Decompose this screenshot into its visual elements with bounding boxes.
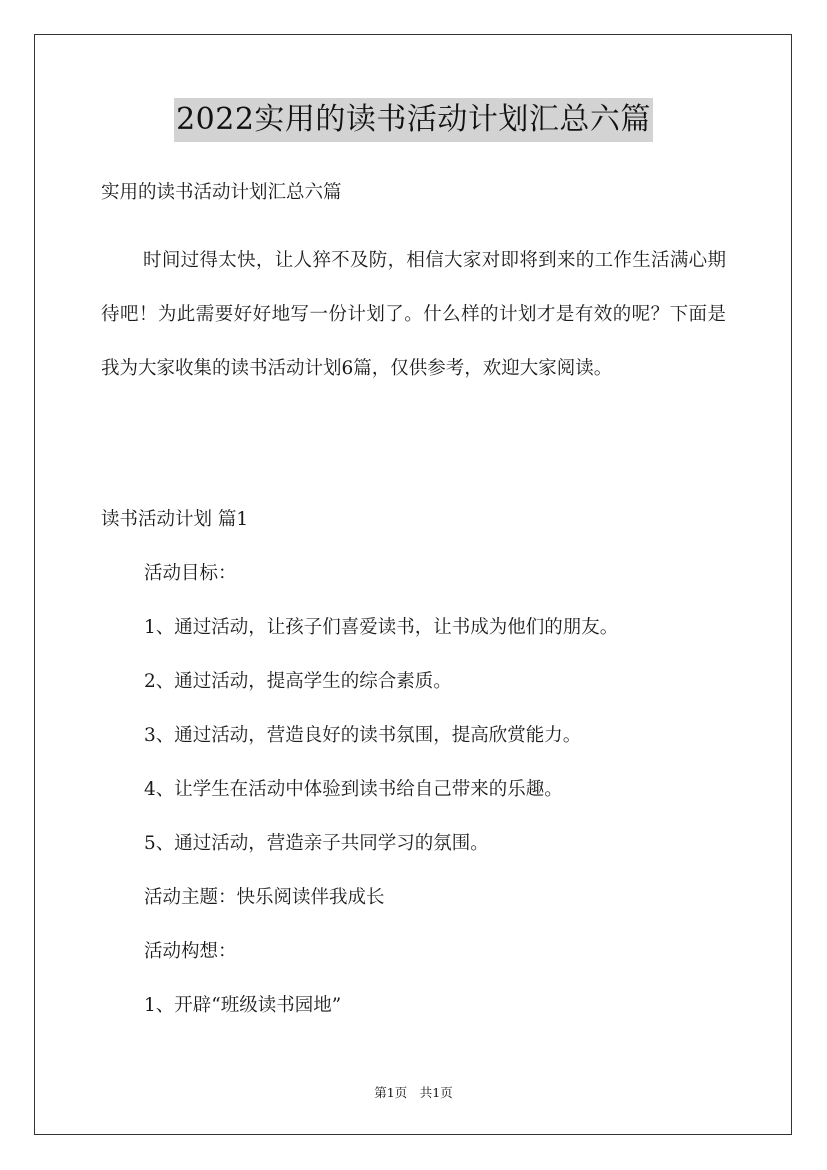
page-footer: 第1页 共1页 <box>374 1085 453 1100</box>
goals-label: 活动目标： <box>144 563 237 584</box>
document-subtitle: 实用的读书活动计划汇总六篇 <box>101 182 342 203</box>
section-heading: 读书活动计划 篇1 <box>101 509 249 530</box>
document-title: 2022实用的读书活动计划汇总六篇 <box>174 98 653 142</box>
goal-item: 5、通过活动，营造亲子共同学习的氛围。 <box>144 833 489 854</box>
intro-paragraph: 时间过得太快，让人猝不及防，相信大家对即将到来的工作生活满心期待吧！为此需要好好地写一份计划了。什么样的计划才是有效的呢？下面是我为大家收集的读书活动计划6篇，仅供参考，欢迎大家阅读。 <box>101 250 726 379</box>
goal-item: 3、通过活动，营造良好的读书氛围，提高欣赏能力。 <box>144 725 582 746</box>
goal-item: 1、通过活动，让孩子们喜爱读书，让书成为他们的朋友。 <box>144 617 619 638</box>
goal-item: 4、让学生在活动中体验到读书给自己带来的乐趣。 <box>144 779 563 800</box>
title-container <box>0 98 827 142</box>
concept-item: 1、开辟“班级读书园地” <box>144 995 342 1016</box>
goal-item: 2、通过活动，提高学生的综合素质。 <box>144 671 452 692</box>
concept-label: 活动构想： <box>144 941 237 962</box>
activity-theme: 活动主题：快乐阅读伴我成长 <box>144 887 385 908</box>
